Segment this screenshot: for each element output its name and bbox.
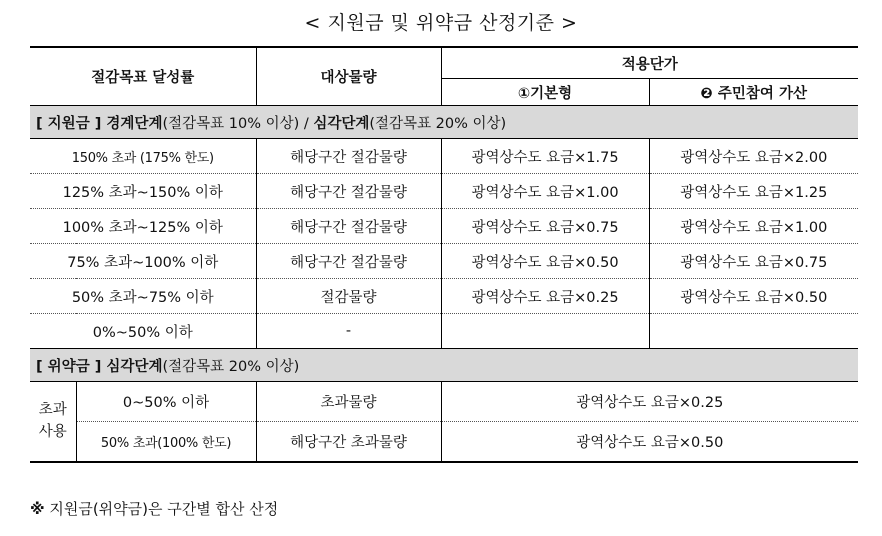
plus-price-cell: 광역상수도 요금×0.50 — [649, 279, 858, 314]
table-row — [30, 422, 858, 462]
basic-price-cell: 광역상수도 요금×0.25 — [441, 279, 649, 314]
table-row — [30, 382, 858, 422]
table-row — [30, 139, 858, 174]
plus-price-cell: 광역상수도 요금×0.75 — [649, 244, 858, 279]
target-cell: - — [256, 314, 441, 349]
rate-cell: 100% 초과~125% 이하 — [30, 209, 256, 244]
basic-price-cell: 광역상수도 요금×0.75 — [441, 209, 649, 244]
header-achievement-rate: 절감목표 달성률 — [30, 47, 256, 106]
rate-cell: 150% 초과 (175% 한도) — [30, 139, 256, 174]
target-cell: 초과물량 — [256, 382, 441, 422]
criteria-table — [30, 46, 858, 463]
table-row — [30, 244, 858, 279]
header-target-volume: 대상물량 — [256, 47, 441, 106]
target-cell: 해당구간 절감물량 — [256, 174, 441, 209]
section-subsidy-warning-label: 경계단계 — [106, 115, 163, 132]
basic-price-cell: 광역상수도 요금×1.75 — [441, 139, 649, 174]
basic-price-cell — [441, 314, 649, 349]
reference-mark: ※ — [30, 500, 45, 518]
header-unit-price-group: 적용단가 — [441, 47, 858, 79]
section-subsidy-open: [ 지원금 ] — [36, 115, 107, 132]
plus-price-cell: 광역상수도 요금×2.00 — [649, 139, 858, 174]
section-penalty-severe-label: 심각단계 — [106, 358, 163, 375]
target-cell: 해당구간 절감물량 — [256, 209, 441, 244]
target-cell: 해당구간 초과물량 — [256, 422, 441, 462]
section-subsidy-paren2: (절감목표 20% 이상) — [369, 115, 507, 132]
basic-price-cell: 광역상수도 요금×0.50 — [441, 244, 649, 279]
rate-cell: 125% 초과~150% 이하 — [30, 174, 256, 209]
penalty-price-cell: 광역상수도 요금×0.50 — [441, 422, 858, 462]
page-title: < 지원금 및 위약금 산정기준 > — [304, 12, 578, 34]
section-penalty-paren: (절감목표 20% 이상) — [162, 358, 300, 375]
target-cell: 절감물량 — [256, 279, 441, 314]
basic-price-cell: 광역상수도 요금×1.00 — [441, 174, 649, 209]
section-subsidy-paren1: (절감목표 10% 이상) / — [162, 115, 314, 132]
target-cell: 해당구간 절감물량 — [256, 139, 441, 174]
rate-cell: 50% 초과~75% 이하 — [30, 279, 256, 314]
rate-cell: 0%~50% 이하 — [30, 314, 256, 349]
header-resident-participation: ❷ 주민참여 가산 — [649, 79, 858, 106]
section-subsidy-severe-label: 심각단계 — [313, 115, 370, 132]
plus-price-cell — [649, 314, 858, 349]
plus-price-cell: 광역상수도 요금×1.25 — [649, 174, 858, 209]
excess-usage-label: 초과 사용 — [30, 382, 76, 462]
target-cell: 해당구간 절감물량 — [256, 244, 441, 279]
plus-price-cell: 광역상수도 요금×1.00 — [649, 209, 858, 244]
section-penalty-open: [ 위약금 ] — [36, 358, 107, 375]
penalty-price-cell: 광역상수도 요금×0.25 — [441, 382, 858, 422]
section-subsidy-header — [30, 106, 858, 139]
table-row — [30, 279, 858, 314]
header-basic-type: ①기본형 — [441, 79, 649, 106]
rate-cell: 75% 초과~100% 이하 — [30, 244, 256, 279]
table-row — [30, 174, 858, 209]
footnote — [30, 498, 278, 519]
table-row — [30, 314, 858, 349]
rate-cell: 0~50% 이하 — [76, 382, 256, 422]
rate-cell: 50% 초과(100% 한도) — [76, 422, 256, 462]
table-row — [30, 209, 858, 244]
footnote-text: 지원금(위약금)은 구간별 합산 산정 — [44, 500, 279, 518]
section-penalty-header — [30, 349, 858, 382]
